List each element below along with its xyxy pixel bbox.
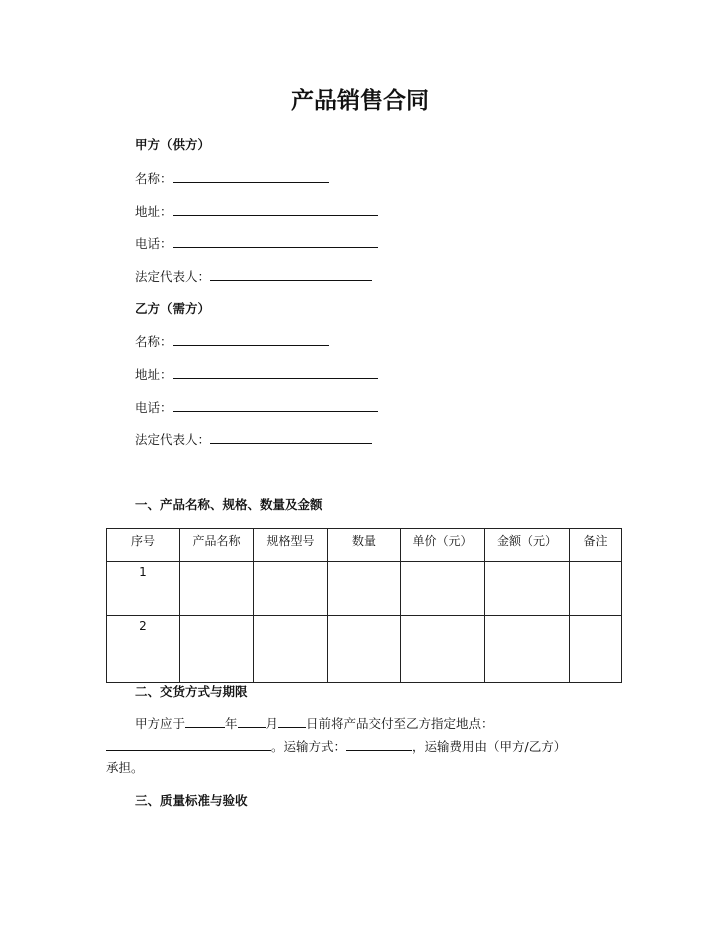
party-a-heading: 甲方（供方）: [135, 137, 211, 152]
delivery-line-1: [135, 715, 494, 732]
location-blank[interactable]: [106, 738, 271, 751]
table-header-row: [107, 529, 622, 562]
col-header: 备注: [570, 529, 622, 562]
label: 电话：: [135, 400, 173, 415]
label: 法定代表人：: [135, 432, 211, 447]
cell[interactable]: 1: [107, 562, 180, 616]
col-header: 数量: [328, 529, 401, 562]
cell[interactable]: [570, 616, 622, 683]
label: 地址：: [135, 367, 173, 382]
cell[interactable]: [485, 616, 570, 683]
cell[interactable]: [485, 562, 570, 616]
page-title: 产品销售合同: [291, 88, 429, 114]
label: 电话：: [135, 236, 173, 251]
text: 年: [225, 716, 238, 731]
col-header: 单价（元）: [401, 529, 485, 562]
table-row: [107, 562, 622, 616]
cell[interactable]: [180, 562, 254, 616]
cell[interactable]: [328, 616, 401, 683]
section3-heading: 三、质量标准与验收: [135, 793, 248, 808]
text: ，运输费用由（甲方/乙方）: [412, 739, 567, 754]
label: 法定代表人：: [135, 269, 211, 284]
cell[interactable]: [180, 616, 254, 683]
month-blank[interactable]: [238, 715, 266, 728]
party-a-name-field[interactable]: [135, 170, 329, 187]
party-b-address-field[interactable]: [135, 366, 378, 383]
label: 地址：: [135, 204, 173, 219]
year-blank[interactable]: [185, 715, 225, 728]
table-row: [107, 616, 622, 683]
label: 名称：: [135, 171, 173, 186]
transport-blank[interactable]: [346, 738, 412, 751]
cell[interactable]: [328, 562, 401, 616]
label: 名称：: [135, 334, 173, 349]
party-a-address-field[interactable]: [135, 203, 378, 220]
party-b-phone-field[interactable]: [135, 399, 378, 416]
section1-heading: 一、产品名称、规格、数量及金额: [135, 497, 323, 512]
section2-heading: 二、交货方式与期限: [135, 684, 248, 699]
party-b-rep-field[interactable]: [135, 431, 372, 448]
col-header: 产品名称: [180, 529, 254, 562]
col-header: 金额（元）: [485, 529, 570, 562]
party-a-phone-field[interactable]: [135, 235, 378, 252]
party-b-name-field[interactable]: [135, 333, 329, 350]
product-table: [106, 528, 622, 683]
col-header: 规格型号: [254, 529, 328, 562]
delivery-line-2: [106, 738, 566, 755]
col-header: 序号: [107, 529, 180, 562]
cell[interactable]: [254, 616, 328, 683]
party-b-heading: 乙方（需方）: [135, 301, 211, 316]
day-blank[interactable]: [278, 715, 306, 728]
cell[interactable]: [570, 562, 622, 616]
cell[interactable]: [401, 562, 485, 616]
text: 月: [265, 716, 279, 731]
text: 。运输方式：: [271, 739, 347, 754]
cell[interactable]: 2: [107, 616, 180, 683]
text: 日前将产品交付至乙方指定地点：: [306, 716, 494, 731]
cell[interactable]: [401, 616, 485, 683]
party-a-rep-field[interactable]: [135, 268, 372, 285]
cell[interactable]: [254, 562, 328, 616]
text: 甲方应于: [135, 716, 186, 731]
delivery-line-3: 承担。: [106, 760, 144, 775]
